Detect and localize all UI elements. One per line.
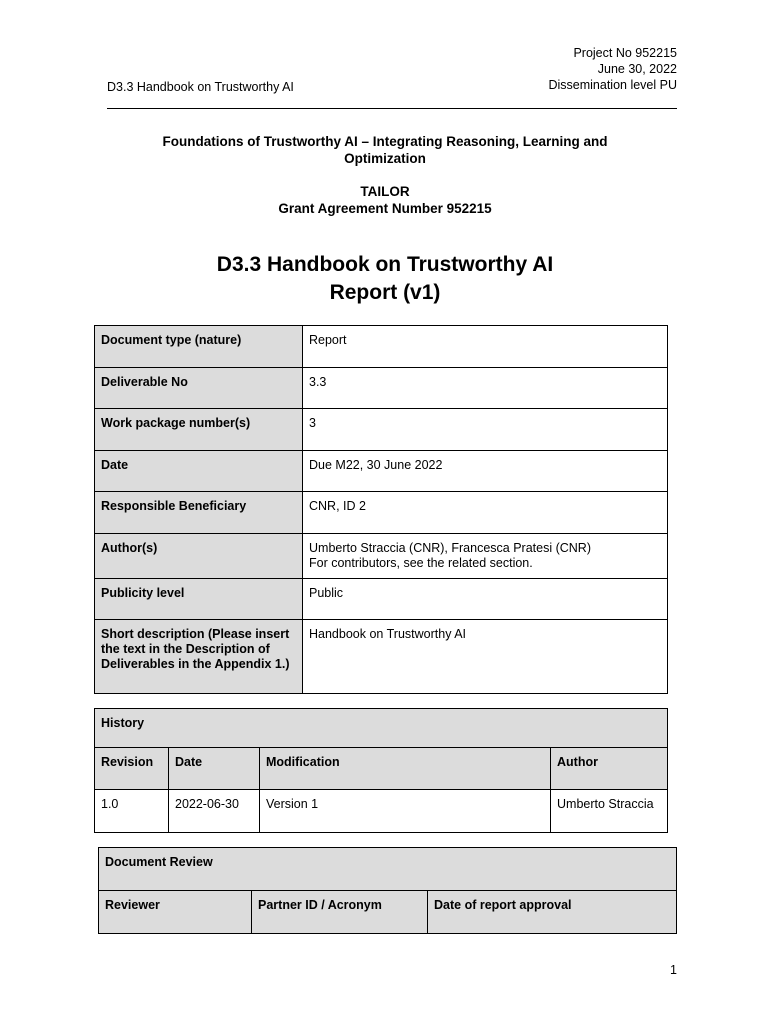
table-row — [95, 620, 668, 694]
document-title — [0, 251, 770, 307]
history-title-row — [95, 709, 668, 748]
revision-cell: 1.0 — [95, 790, 169, 833]
column-header: Date — [169, 748, 260, 790]
document-title-line2: Report (v1) — [329, 281, 441, 304]
info-value: 3 — [303, 409, 668, 451]
info-label: Deliverable No — [95, 368, 303, 409]
column-header: Revision — [95, 748, 169, 790]
info-value — [303, 534, 668, 579]
table-row — [95, 409, 668, 451]
column-header: Author — [551, 748, 668, 790]
project-block — [0, 183, 770, 217]
column-header: Reviewer — [99, 891, 252, 934]
info-label: Publicity level — [95, 579, 303, 620]
info-value: Public — [303, 579, 668, 620]
column-header: Date of report approval — [428, 891, 677, 934]
info-value: Due M22, 30 June 2022 — [303, 451, 668, 492]
table-row — [95, 326, 668, 368]
review-title: Document Review — [99, 848, 677, 891]
info-label: Document type (nature) — [95, 326, 303, 368]
info-label: Date — [95, 451, 303, 492]
info-label: Responsible Beneficiary — [95, 492, 303, 534]
history-header-row — [95, 748, 668, 790]
info-value: Handbook on Trustworthy AI — [303, 620, 668, 694]
table-row — [95, 579, 668, 620]
history-title: History — [95, 709, 668, 748]
author-cell: Umberto Straccia — [551, 790, 668, 833]
date-cell: 2022-06-30 — [169, 790, 260, 833]
document-info-table — [94, 325, 668, 694]
header-date: June 30, 2022 — [597, 62, 677, 76]
project-acronym: TAILOR — [360, 184, 410, 199]
dissemination-level: Dissemination level PU — [548, 78, 677, 92]
table-row — [95, 534, 668, 579]
modification-cell: Version 1 — [260, 790, 551, 833]
header-left-title: D3.3 Handbook on Trustworthy AI — [107, 80, 294, 94]
info-value: CNR, ID 2 — [303, 492, 668, 534]
review-title-row — [99, 848, 677, 891]
table-row — [95, 451, 668, 492]
page-number: 1 — [670, 963, 677, 977]
info-label: Author(s) — [95, 534, 303, 579]
info-value: 3.3 — [303, 368, 668, 409]
info-label: Work package number(s) — [95, 409, 303, 451]
contributors-note: For contributors, see the related section. — [309, 556, 533, 570]
info-label: Short description (Please insert the text in the Description of Deliverables in the Appendix 1.) — [95, 620, 303, 694]
table-row — [95, 368, 668, 409]
review-header-row — [99, 891, 677, 934]
column-header: Modification — [260, 748, 551, 790]
table-row — [95, 790, 668, 833]
history-table — [94, 708, 668, 833]
authors-line: Umberto Straccia (CNR), Francesca Pratesi (CNR) — [309, 541, 591, 555]
document-title-line1: D3.3 Handbook on Trustworthy AI — [216, 253, 554, 276]
header-right — [548, 45, 677, 93]
header-divider — [107, 108, 677, 109]
column-header: Partner ID / Acronym — [252, 891, 428, 934]
project-number: Project No 952215 — [573, 46, 677, 60]
grant-agreement: Grant Agreement Number 952215 — [278, 201, 492, 216]
table-row — [95, 492, 668, 534]
info-value: Report — [303, 326, 668, 368]
project-title: Foundations of Trustworthy AI – Integrating Reasoning, Learning and Optimization — [162, 134, 608, 166]
document-review-table — [98, 847, 677, 934]
